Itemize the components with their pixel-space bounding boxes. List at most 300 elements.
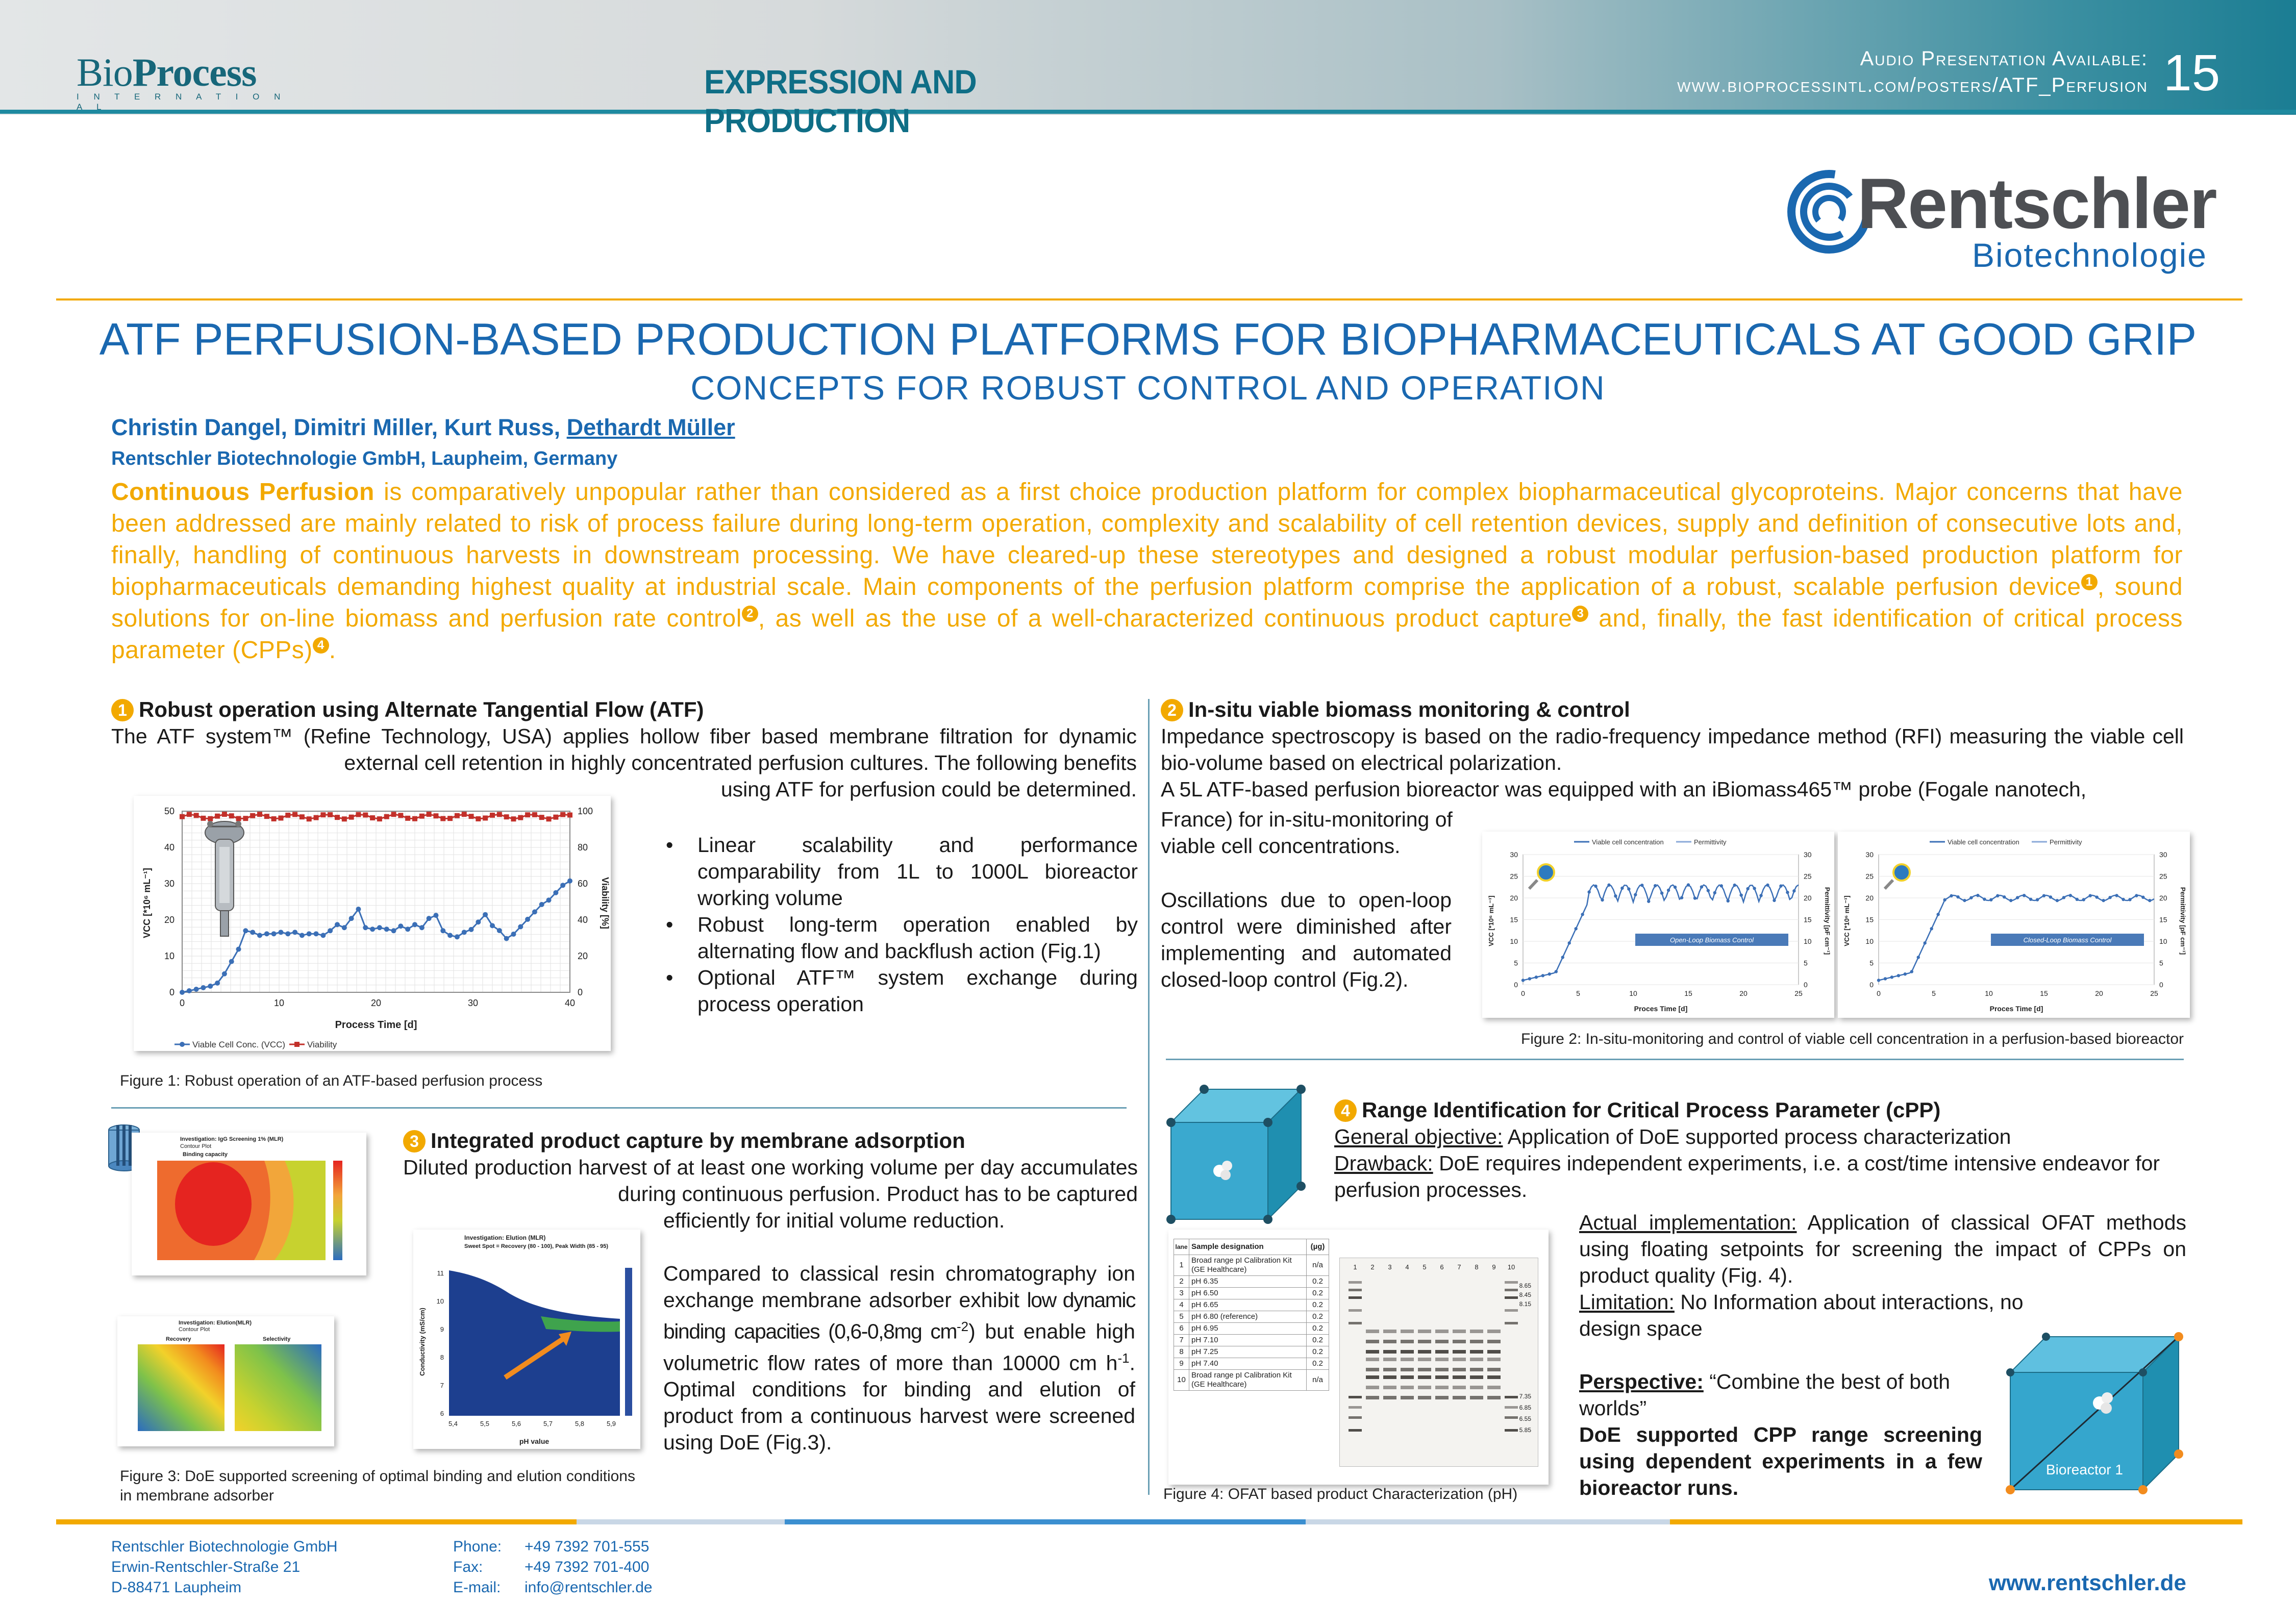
gel-band xyxy=(1470,1386,1483,1389)
fig4-cell-amount: 0.2 xyxy=(1307,1346,1329,1358)
gel-band xyxy=(1435,1375,1449,1379)
gel-band xyxy=(1349,1396,1362,1398)
brand-sub: Biotechnologie xyxy=(1972,236,2207,274)
fig1-via-point xyxy=(349,815,354,820)
fig1-via-point xyxy=(222,812,227,817)
fig3b-ylabel: Conductivity (mS/cm) xyxy=(418,1308,426,1376)
fig4-cell-sample: pH 6.50 xyxy=(1189,1288,1307,1299)
fig2-ytick-left: 20 xyxy=(1510,894,1518,902)
fig1-via-point xyxy=(264,814,269,819)
fig2-vcc-point xyxy=(1969,896,1973,899)
footer-company: Rentschler Biotechnologie GmbH xyxy=(111,1538,338,1555)
fig1-vcc-point xyxy=(264,931,269,936)
figure-3b-chart xyxy=(413,1230,640,1449)
fig4-cell-lane: 2 xyxy=(1174,1276,1189,1288)
gel-band xyxy=(1366,1358,1379,1361)
fig2-vcc-point xyxy=(1574,927,1577,930)
figure-2a-chart xyxy=(1482,832,1834,1018)
fig1-via-point xyxy=(405,816,410,821)
fig1-via-point xyxy=(384,814,389,819)
fig2-xtick: 25 xyxy=(2150,989,2158,997)
fig2-vcc-point xyxy=(1693,896,1696,899)
fig2-vcc-point xyxy=(1779,884,1782,887)
fig2-vcc-point xyxy=(2023,894,2026,897)
section-2-rule xyxy=(1166,1059,2184,1060)
fig1-via-point xyxy=(250,813,255,818)
section-1-heading xyxy=(111,696,1137,723)
fig1-via-point xyxy=(187,812,192,817)
fig3a-head: Binding capacity xyxy=(183,1151,228,1158)
gel-pi-label: 5.85 xyxy=(1519,1426,1531,1434)
s3-c2: low dynamic binding capacities (0,6-0,8mg cm xyxy=(663,1288,1135,1343)
fig1-via-point xyxy=(469,814,474,819)
fig2-vcc-point xyxy=(2029,898,2032,901)
gel-band xyxy=(1435,1330,1449,1333)
fig2-ytick-left: 5 xyxy=(1869,959,1874,967)
fig2-vcc-point xyxy=(2128,898,2131,901)
fig2-vcc-point xyxy=(1627,887,1630,890)
fig2-xtick: 15 xyxy=(2040,989,2048,997)
fig1-via-point xyxy=(433,813,438,818)
s3-c4: . Optimal conditions for binding and elution of product from a continuous harvest were screened using DoE (Fig.3). xyxy=(663,1351,1135,1455)
s4-draw-text: DoE requires independent experiments, i.e. a cost/time intensive endeavor for perfusion processes. xyxy=(1334,1151,2160,1201)
fig2-vcc-point xyxy=(1786,891,1789,894)
figure-2a-svg xyxy=(1482,832,1834,1018)
fig4-col-lane: lane xyxy=(1174,1239,1189,1255)
fig2-legend-vcc: Viable cell concentration xyxy=(1592,838,1664,846)
gel-band xyxy=(1505,1322,1518,1324)
fig1-via-point xyxy=(511,816,516,821)
fig1-vcc-point xyxy=(300,933,305,938)
affiliation: Rentschler Biotechnologie GmbH, Laupheim, Germany xyxy=(111,448,618,469)
fig1-vcc-point xyxy=(455,934,460,939)
fig4-cell-amount: 0.2 xyxy=(1307,1276,1329,1288)
gel-band xyxy=(1401,1368,1414,1371)
fig2-vcc-point xyxy=(1727,899,1730,903)
fig1-vcc-point xyxy=(278,930,283,935)
gel-band xyxy=(1435,1396,1449,1399)
fig2-vcc-point xyxy=(1983,897,1986,900)
fig3c-title: Investigation: Elution(MLR) xyxy=(179,1320,252,1326)
fig3c-right-head: Selectivity xyxy=(263,1336,291,1342)
gel-band xyxy=(1487,1375,1501,1379)
fig3b-xtick: 5,9 xyxy=(606,1420,616,1427)
fig1-via-point xyxy=(567,812,572,817)
fig2-vcc-point xyxy=(2062,896,2065,899)
fig2-legend-perm: Permittivity xyxy=(2050,838,2082,846)
footer-address xyxy=(111,1537,468,1598)
fig4-cell-amount: n/a xyxy=(1307,1255,1329,1276)
gel-band xyxy=(1470,1340,1483,1343)
logo-sub: I N T E R N A T I O N A L xyxy=(77,92,287,112)
footer-fax-label: Fax: xyxy=(453,1559,483,1575)
logo-bold: Process xyxy=(132,50,257,94)
fig1-vcc-point xyxy=(349,916,354,921)
footer-street: Erwin-Rentschler-Straße 21 xyxy=(111,1559,301,1575)
fig4-table-row xyxy=(1174,1311,1329,1323)
gel-band xyxy=(1401,1340,1414,1343)
section-4 xyxy=(1334,1097,2186,1203)
fig3b-sub: Sweet Spot = Recovery (80 - 100), Peak Width (85 - 95) xyxy=(464,1243,609,1249)
fig2-vcc-point xyxy=(1956,895,1959,898)
section-1-title: Robust operation using Alternate Tangential Flow (ATF) xyxy=(139,697,704,721)
gel-pi-label: 6.85 xyxy=(1519,1404,1531,1411)
fig1-vcc-point xyxy=(292,930,297,935)
fig4-cell-amount: 0.2 xyxy=(1307,1358,1329,1370)
fig1-vcc-point xyxy=(208,984,213,989)
footer-website[interactable]: www.rentschler.de xyxy=(1988,1570,2186,1595)
fig1-via-point xyxy=(553,815,558,820)
gel-band xyxy=(1453,1358,1466,1361)
figure-1-chart xyxy=(134,796,611,1051)
fig1-vcc-point xyxy=(525,917,530,922)
fig1-ytick-left: 40 xyxy=(164,842,174,853)
fig4-cell-sample: pH 6.95 xyxy=(1189,1323,1307,1335)
gel-band xyxy=(1418,1396,1431,1399)
footer-email[interactable]: info@rentschler.de xyxy=(525,1579,653,1596)
fig2-vcc-point xyxy=(1897,974,1900,977)
fig1-via-point xyxy=(370,815,375,820)
fig1-vcc-point xyxy=(229,959,234,964)
fig1-ytick-right: 20 xyxy=(578,951,588,961)
fig1-via-point xyxy=(201,816,206,821)
fig1-vcc-point xyxy=(539,902,544,907)
fig3b-xtick: 5,6 xyxy=(511,1420,521,1427)
logo-main: Bio xyxy=(77,50,133,94)
fig2-vcc-point xyxy=(2082,898,2085,901)
fig2-ytick-right: 5 xyxy=(1804,959,1808,967)
fig1-via-point xyxy=(427,812,432,817)
fig2-xtick: 5 xyxy=(1576,989,1580,997)
fig2-ytick-right: 10 xyxy=(2159,937,2167,945)
fig1-via-point xyxy=(483,815,488,820)
fig2-vcc-point xyxy=(1930,927,1933,930)
gel-band xyxy=(1505,1429,1518,1432)
gel-band xyxy=(1366,1330,1379,1333)
section-3-text-b: efficiently for initial volume reduction. xyxy=(663,1209,1005,1232)
fig2-vcc-point xyxy=(1924,941,1927,944)
s3-c2-sup: -2 xyxy=(957,1319,969,1334)
fig1-via-point xyxy=(314,815,319,820)
fig2-vcc-point xyxy=(2089,894,2092,897)
fig2-vcc-point xyxy=(1733,884,1736,887)
fig2-vcc-point xyxy=(1766,884,1769,887)
fig2-vcc-point xyxy=(1713,891,1716,894)
fig4-table-row xyxy=(1174,1335,1329,1346)
fig1-vcc-point xyxy=(314,931,319,936)
gel-band xyxy=(1383,1368,1396,1371)
fig1-via-point xyxy=(215,814,220,819)
s4-obj-label: General objective: xyxy=(1334,1125,1503,1148)
fig1-via-point xyxy=(236,816,241,821)
s3-c1: Compared to classical resin chromatography ion exchange membrane adsorber exhibit xyxy=(663,1262,1135,1312)
fig2-vcc-point xyxy=(1561,956,1564,959)
gel-band xyxy=(1453,1350,1466,1354)
bioreactor-cube xyxy=(1995,1326,2189,1500)
fig1-vcc-point xyxy=(398,923,403,929)
gel-band xyxy=(1470,1330,1483,1333)
fig2-ytick-left: 10 xyxy=(1865,937,1874,945)
authors xyxy=(111,412,1642,443)
fig1-via-point xyxy=(328,812,333,817)
s1-bullet-2: • Robust long-term operation enabled by alternating flow and backflush action (Fig.1) xyxy=(666,911,1138,964)
cube-icon xyxy=(1163,1082,1311,1230)
gel-band xyxy=(1418,1368,1431,1371)
fig1-vcc-point xyxy=(215,981,220,986)
gel-band xyxy=(1349,1296,1362,1299)
gel-band xyxy=(1383,1340,1396,1343)
section-2-text-a: Impedance spectroscopy is based on the radio-frequency impedance method (RFI) measuring the viable cell bio-volume based on electrical polarization. xyxy=(1161,724,2184,774)
figure-3-caption: Figure 3: DoE supported screening of optimal binding and elution conditions in membrane adsorber xyxy=(120,1468,635,1504)
fig2-ytick-right: 0 xyxy=(2159,981,2163,989)
fig4-cell-amount: 0.2 xyxy=(1307,1288,1329,1299)
fig4-cell-sample: Broad range pI Calibration Kit (GE Healthcare) xyxy=(1189,1255,1307,1276)
section-4-drawback xyxy=(1334,1150,2186,1203)
fig1-via-point xyxy=(257,812,262,817)
gel-band xyxy=(1383,1350,1396,1354)
fig3a-title: Investigation: IgG Screening 1% (MLR) xyxy=(180,1136,284,1142)
fig2-vcc-point xyxy=(1568,941,1571,944)
fig4-cell-amount: 0.2 xyxy=(1307,1335,1329,1346)
s4-draw-label: Drawback: xyxy=(1334,1151,1433,1175)
fig2-vcc-point xyxy=(1541,974,1544,977)
intro-part5: . xyxy=(329,637,336,664)
audio-link[interactable]: www.bioprocessintl.com/posters/ATF_Perfusion xyxy=(1677,74,2148,96)
gel-band xyxy=(1487,1368,1501,1371)
fig1-ytick-right: 100 xyxy=(578,806,593,816)
badge-4-icon: 4 xyxy=(313,637,329,654)
fig1-via-point xyxy=(278,815,283,820)
fig1-vcc-point xyxy=(567,879,572,884)
gel-pi-label: 8.65 xyxy=(1519,1282,1531,1289)
fig1-via-point xyxy=(285,813,290,818)
fig1-vcc-point xyxy=(476,919,481,924)
fig2-ytick-right: 10 xyxy=(1804,937,1812,945)
fig2-vcc-point xyxy=(2003,895,2006,898)
fig2-ytick-left: 15 xyxy=(1865,915,1874,924)
fig2-xtick: 10 xyxy=(1629,989,1637,997)
gel-band xyxy=(1487,1386,1501,1389)
fig3b-ytick: 10 xyxy=(436,1297,444,1305)
fig4-table-row xyxy=(1174,1255,1329,1276)
gel-band xyxy=(1435,1386,1449,1389)
fig3c-sub: Contour Plot xyxy=(179,1326,210,1333)
fig1-vcc-point xyxy=(412,922,417,927)
atf-device-illustration xyxy=(205,821,244,936)
fig2-vcc-point xyxy=(1753,887,1756,890)
gel-band xyxy=(1470,1358,1483,1361)
section-4-badge-icon: 4 xyxy=(1334,1099,1357,1122)
section-2-text-b: A 5L ATF-based perfusion bioreactor was equipped with an iBiomass465™ probe (Fogale nanotech, xyxy=(1161,778,2087,801)
fig4-gel-svg xyxy=(1340,1258,1539,1467)
gel-band xyxy=(1418,1340,1431,1343)
fig2-xtick: 20 xyxy=(1739,989,1748,997)
gel-lane-label: 3 xyxy=(1388,1263,1392,1271)
fig3b-ytick: 6 xyxy=(440,1410,444,1417)
fig2-ylabel-left: VCC [*10⁶ mL⁻¹] xyxy=(1487,895,1495,946)
fig3b-xlabel: pH value xyxy=(519,1437,550,1445)
fig1-vcc-point xyxy=(370,926,375,932)
fig2-vcc-point xyxy=(1936,913,1939,916)
fig1-vcc-point xyxy=(504,936,509,941)
fig1-vcc-point xyxy=(497,928,502,933)
fig3a-contour-peak xyxy=(175,1162,252,1246)
fig4-cell-sample: pH 7.40 xyxy=(1189,1358,1307,1370)
fig2-ytick-left: 10 xyxy=(1510,937,1518,945)
fig1-vcc-point xyxy=(342,925,347,930)
intro-lead: Continuous Perfusion xyxy=(111,479,375,506)
fig1-via-point xyxy=(419,814,425,819)
fig1-via-point xyxy=(335,815,340,820)
fig3c-left-head: Recovery xyxy=(166,1336,191,1342)
fig2-vcc-point xyxy=(1607,884,1610,887)
fig2-vcc-point xyxy=(1707,889,1710,892)
brand-name: Rentschler xyxy=(1857,163,2216,243)
fig2-xtick: 0 xyxy=(1877,989,1881,997)
gel-band xyxy=(1487,1330,1501,1333)
gel-band xyxy=(1366,1350,1379,1354)
section-3-text-c xyxy=(663,1260,1135,1456)
fig3b-xtick: 5,7 xyxy=(543,1420,553,1427)
fig2-vcc-point xyxy=(1587,890,1590,893)
gel-lane-label: 9 xyxy=(1492,1263,1496,1271)
fig2-ytick-left: 25 xyxy=(1865,872,1874,881)
badge-1-icon: 1 xyxy=(2081,574,2098,590)
fig1-vcc-point xyxy=(427,916,432,921)
fig2-vcc-point xyxy=(1647,900,1650,903)
fig2-ytick-left: 20 xyxy=(1865,894,1874,902)
fig2-vcc-point xyxy=(1989,898,1992,901)
intro-part3: , as well as the use of a well-characterized continuous product capture xyxy=(758,605,1573,632)
fig1-xtick: 20 xyxy=(370,998,382,1008)
fig3b-ytick: 11 xyxy=(437,1269,444,1277)
footer-fax: +49 7392 701-400 xyxy=(525,1559,650,1575)
s3-c3: ) but enable high volumetric flow rates of more than 10000 cm h xyxy=(663,1319,1135,1375)
gel-band xyxy=(1366,1396,1379,1399)
fig2-vcc-point xyxy=(1877,979,1880,982)
fig4-cell-sample: pH 6.35 xyxy=(1189,1276,1307,1288)
fig2-ytick-right: 15 xyxy=(2159,915,2167,924)
fig2-ytick-right: 15 xyxy=(1804,915,1812,924)
gel-band xyxy=(1470,1350,1483,1354)
gel-band xyxy=(1349,1309,1362,1312)
fig2-vcc-point xyxy=(1667,889,1670,892)
fig4-cell-sample: pH 6.80 (reference) xyxy=(1189,1311,1307,1323)
fig1-via-point xyxy=(229,813,234,818)
s4-lim-label: Limitation: xyxy=(1579,1290,1675,1314)
fig1-xlabel: Process Time [d] xyxy=(335,1019,417,1031)
fig4-table-row xyxy=(1174,1299,1329,1311)
fig4-cell-sample: pH 6.65 xyxy=(1189,1299,1307,1311)
fig2-ytick-right: 30 xyxy=(1804,850,1812,859)
fig3b-title: Investigation: Elution (MLR) xyxy=(464,1234,546,1241)
gel-band xyxy=(1487,1396,1501,1399)
figure-3a-chart xyxy=(132,1133,366,1275)
footer-contact xyxy=(453,1537,810,1598)
gel-band xyxy=(1383,1330,1396,1333)
fig1-vcc-point xyxy=(433,913,438,918)
fig3c-selectivity-plot xyxy=(235,1344,321,1431)
footer-phone[interactable]: +49 7392 701-555 xyxy=(525,1538,650,1555)
fig2-mode-label: Closed-Loop Biomass Control xyxy=(2023,936,2112,944)
fig2-vcc-point xyxy=(2108,896,2111,899)
fig2-vcc-point xyxy=(2148,899,2151,902)
fig1-xtick: 30 xyxy=(467,998,479,1008)
fig4-cell-lane: 6 xyxy=(1174,1323,1189,1335)
fig2-vcc-point xyxy=(2009,899,2012,902)
fig2-ytick-right: 25 xyxy=(2159,872,2167,881)
gel-band xyxy=(1505,1281,1518,1284)
fig1-legend-via-dot xyxy=(294,1042,300,1047)
fig4-col-amount: (µg) xyxy=(1307,1239,1329,1255)
fig1-vcc-point xyxy=(405,926,410,932)
fig4-cell-lane: 1 xyxy=(1174,1255,1189,1276)
bioreactor-cube-label: Bioreactor 1 xyxy=(2046,1462,2123,1477)
gel-band xyxy=(1401,1330,1414,1333)
section-4-implementation xyxy=(1579,1209,2186,1289)
gel-band xyxy=(1453,1368,1466,1371)
fig2-vcc-point xyxy=(1904,972,1907,975)
fig1-via-point xyxy=(391,812,396,817)
bioprocess-logo xyxy=(77,50,301,112)
gel-band xyxy=(1453,1386,1466,1389)
s4-impl-label: Actual implementation: xyxy=(1579,1211,1797,1234)
figure-3c-chart xyxy=(117,1316,334,1446)
fig2-ytick-right: 25 xyxy=(1804,872,1812,881)
fig1-via-point xyxy=(532,812,537,817)
fig1-via-point xyxy=(243,816,248,821)
fig1-via-point xyxy=(490,813,495,818)
fig1-vcc-point xyxy=(490,923,495,928)
fig3b-xtick: 5,4 xyxy=(448,1420,458,1427)
gel-pi-label: 7.35 xyxy=(1519,1393,1531,1400)
fig1-via-point xyxy=(546,816,552,821)
fig1-legend-via: Viability xyxy=(307,1040,337,1049)
fig2-ytick-right: 5 xyxy=(2159,959,2163,967)
fig2-vcc-point xyxy=(1555,970,1558,973)
figure-4-chart xyxy=(1168,1230,1549,1485)
fig3a-colorbar xyxy=(333,1161,342,1260)
fig2-vcc-point xyxy=(1759,894,1762,897)
fig2-probe-icon xyxy=(1893,864,1910,881)
fig2-ylabel-right: Permittivity [pF cm⁻¹] xyxy=(2179,887,2187,955)
gel-band xyxy=(1453,1330,1466,1333)
fig1-vcc-point xyxy=(194,987,199,992)
fig2-xtick: 10 xyxy=(1985,989,1993,997)
gel-band xyxy=(1505,1396,1518,1398)
fig1-vcc-point xyxy=(320,933,326,938)
fig1-via-point xyxy=(307,816,312,821)
fig3b-xtick: 5,8 xyxy=(575,1420,585,1427)
fig1-xtick: 10 xyxy=(273,998,285,1008)
fig2-probe-icon xyxy=(1538,864,1554,881)
fig1-ytick-left: 50 xyxy=(164,806,174,816)
gel-band xyxy=(1366,1368,1379,1371)
s1-bullet-3: • Optional ATF™ system exchange during process operation xyxy=(666,964,1138,1017)
fig1-via-point xyxy=(462,812,467,817)
fig2-vcc-point xyxy=(1910,970,1913,973)
fig1-via-point xyxy=(194,813,199,818)
fig1-vcc-point xyxy=(518,924,523,929)
fig4-table xyxy=(1174,1239,1329,1391)
fig2-vcc-point xyxy=(1674,886,1677,889)
fig3b-ytick: 8 xyxy=(440,1354,444,1361)
fig2-vcc-point xyxy=(1601,898,1604,901)
fig2-vcc-point xyxy=(1739,893,1742,896)
fig1-ytick-left: 10 xyxy=(164,951,174,961)
gel-band xyxy=(1418,1375,1431,1379)
gel-lane-label: 8 xyxy=(1475,1263,1479,1271)
